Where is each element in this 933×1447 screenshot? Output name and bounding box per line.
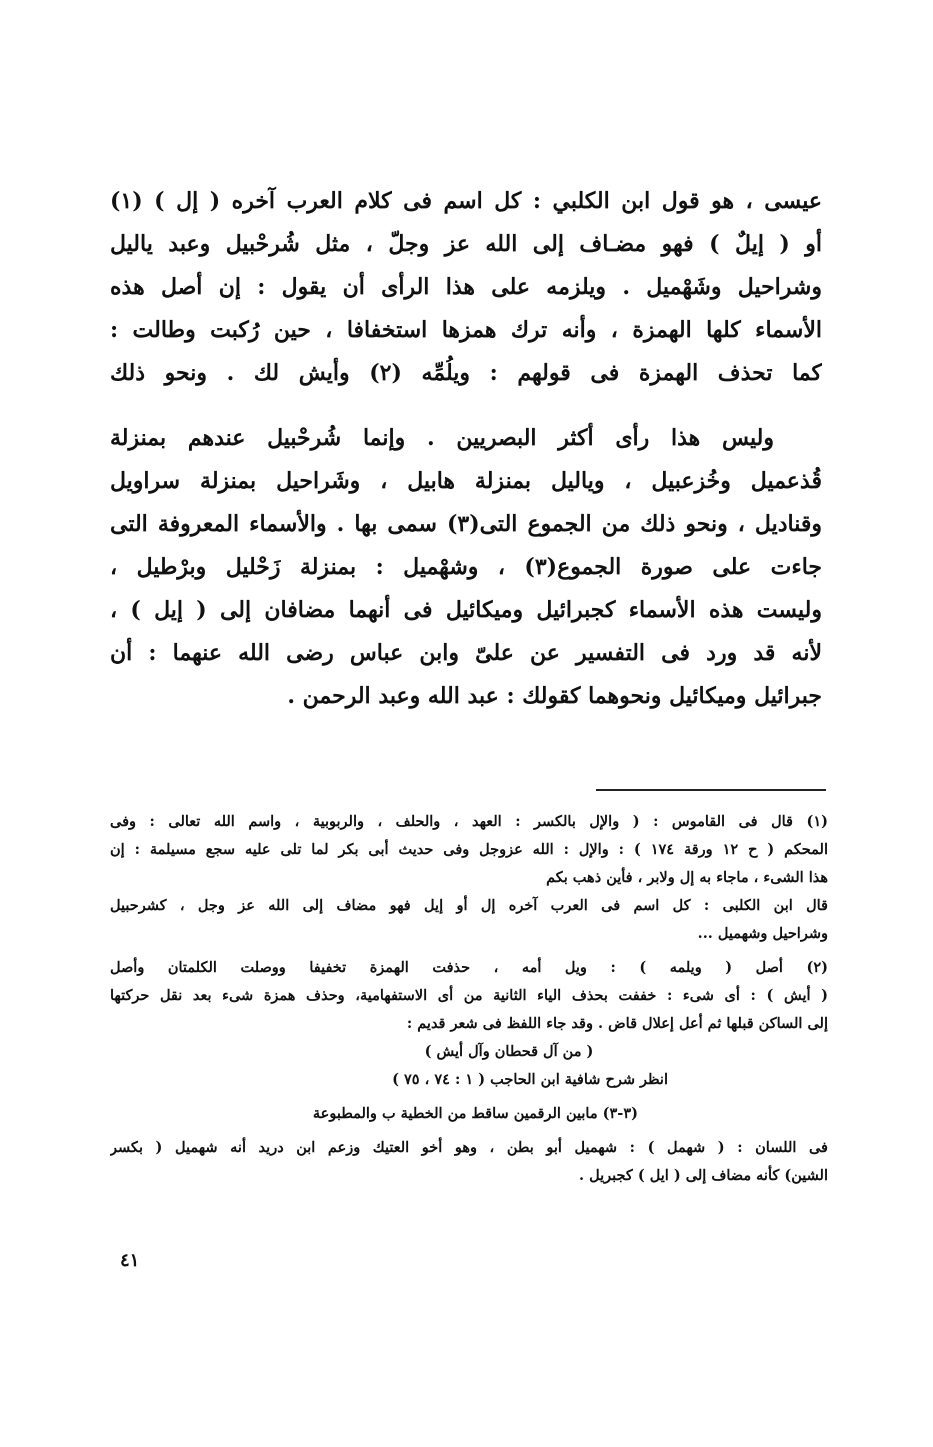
- footnote-4: [110, 1134, 828, 1190]
- footnote-line: الشين) كأنه مضاف إلى ( ايل ) كجبريل .: [579, 1167, 828, 1184]
- footnote-line: إلى الساكن قبلها ثم أعل إعلال قاض . وقد جاء اللفظ فى شعر قديم :: [406, 1015, 828, 1032]
- text-line: الأسماء كلها الهمزة ، وأنه ترك همزها استخفافا ، حين رُكبت وطالت :: [110, 317, 822, 343]
- footnote-1-continued: [110, 892, 828, 948]
- footnote-line: (٣-٣) مابين الرقمين ساقط من الخطية ب والمطبوعة: [312, 1105, 638, 1122]
- footnotes: [110, 808, 828, 1190]
- footnote-verse: ( من آل قحطان وآل أيش ): [424, 1043, 594, 1060]
- text-line: قُذعميل وخُزعبيل ، وياليل بمنزلة هابيل ، وشَراحيل بمنزلة سراويل: [110, 468, 822, 494]
- text-line: وشراحيل وشَهْميل . ويلزمه على هذا الرأى أن يقول : إن أصل هذه: [110, 274, 822, 300]
- text-line: كما تحذف الهمزة فى قولهم : ويلُمِّه (٢) وأيش لك . ونحو ذلك: [110, 360, 822, 386]
- footnote-line: ( أيش ) : أى شىء : خففت بحذف الياء الثانية من أى الاستفهامية، وحذف همزة شىء بعد نقل حركتها: [110, 987, 828, 1004]
- footnote-divider: [596, 789, 826, 791]
- text-line: جبرائيل وميكائيل ونحوهما كقولك : عبد الله وعبد الرحمن .: [287, 683, 822, 709]
- text-line: أو ( إيلٌ ) فهو مضـاف إلى الله عز وجلّ ، مثل شُرحْبيل وعبد ياليل: [110, 231, 822, 257]
- footnote-1: [110, 808, 828, 892]
- paragraph-2: [110, 417, 822, 718]
- footnote-2: [110, 954, 828, 1094]
- text-line: جاءت على صورة الجموع(٣) ، وشهْميل : بمنزلة زَحْليل وبرْطيل ،: [110, 554, 822, 580]
- text-line: وليس هذا رأى أكثر البصريين . وإنما شُرحْبيل عندهم بمنزلة: [110, 425, 774, 451]
- footnote-3: [110, 1100, 828, 1128]
- text-line: وليست هذه الأسماء كجبرائيل وميكائيل فى أنهما مضافان إلى ( إيل ) ،: [110, 597, 822, 623]
- footnote-line: (٢) أصل ( ويلمه ) : ويل أمه ، حذفت الهمزة تخفيفا ووصلت الكلمتان وأصل: [110, 959, 828, 976]
- footnote-line: وشراحيل وشهميل ...: [697, 925, 828, 942]
- page-number: ٤١: [120, 1250, 140, 1271]
- text-line: عيسى ، هو قول ابن الكلبي : كل اسم فى كلام العرب آخره ( إل ) (١): [110, 188, 822, 214]
- text-line: وقناديل ، ونحو ذلك من الجموع التى(٣) سمى بها . والأسماء المعروفة التى: [110, 511, 822, 537]
- footnote-line: (١) قال فى القاموس : ( والإل بالكسر : العهد ، والحلف ، والربوبية ، واسم الله تعالى : وفى: [110, 813, 828, 830]
- footnote-line: فى اللسان : ( شهمل ) : شهميل أبو بطن ، وهو أخو العتيك وزعم ابن دريد أنه شهميل ( بكسر: [110, 1139, 828, 1156]
- paragraph-1: [110, 180, 822, 395]
- footnote-reference: انظر شرح شافية ابن الحاجب ( ١ : ٧٤ ، ٧٥ ): [392, 1071, 668, 1088]
- footnote-line: المحكم ( ح ١٢ ورقة ١٧٤ ) : والإل : الله عزوجل وفى حديث أبى بكر لما تلى عليه سجع مسيلمة : إن: [110, 841, 828, 858]
- footnote-line: قال ابن الكلبى : كل اسم فى العرب آخره إل أو إيل فهو مضاف إلى الله عز وجل ، كشرحبيل: [110, 897, 828, 914]
- main-text: [110, 180, 822, 718]
- footnote-line: هذا الشىء ، ماجاء به إل ولابر ، فأين ذهب بكم: [546, 869, 828, 886]
- text-line: لأنه قد ورد فى التفسير عن علىّ وابن عباس رضى الله عنهما : أن: [110, 640, 822, 666]
